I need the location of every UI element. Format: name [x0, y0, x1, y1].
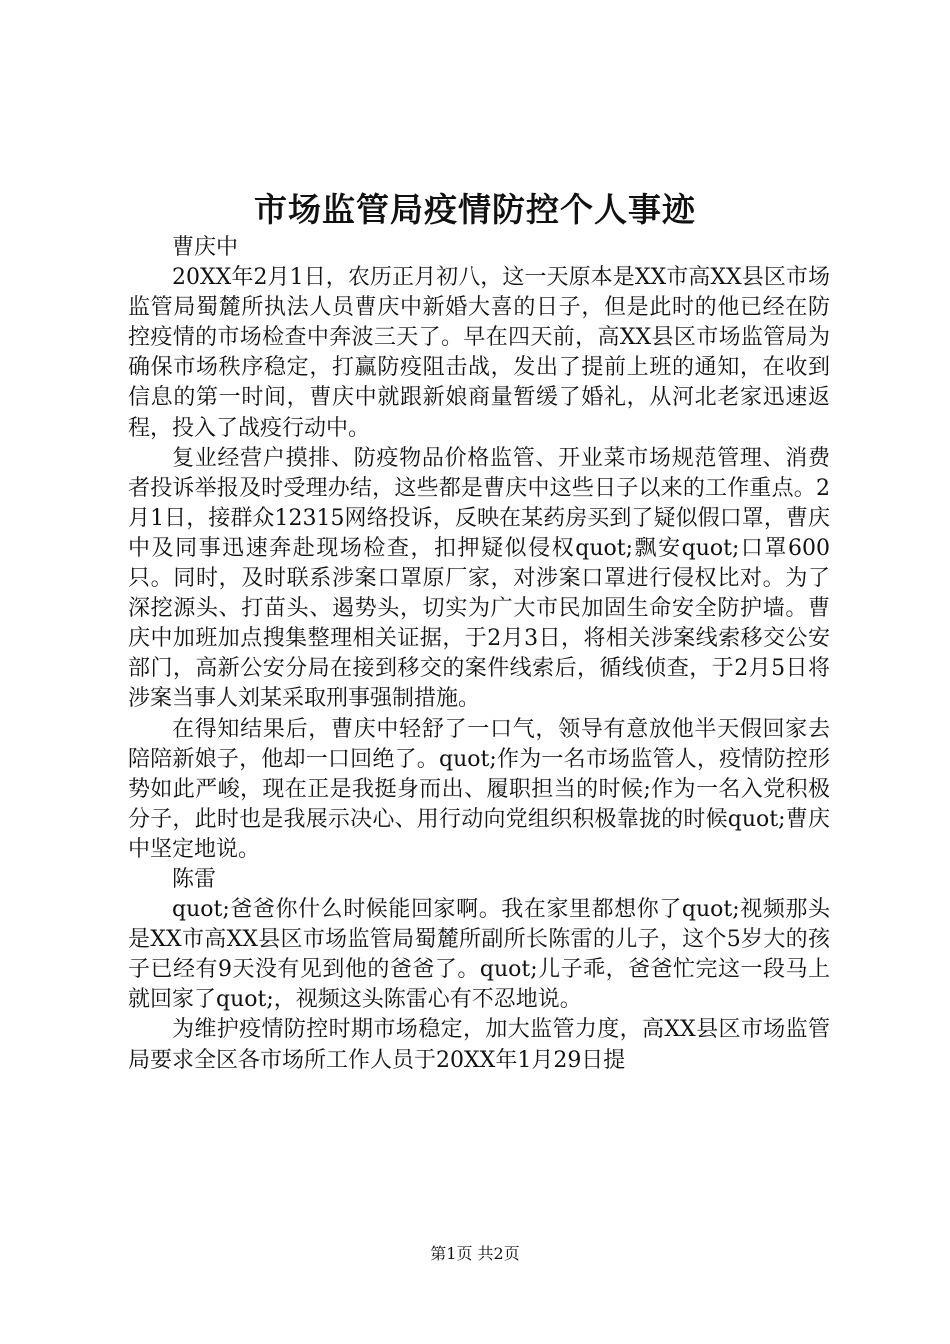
section-author-cao: 曹庆中 — [172, 235, 239, 260]
document-title: 市场监管局疫情防控个人事迹 — [254, 190, 696, 229]
document-body — [128, 233, 830, 1076]
paragraph: 复业经营户摸排、防疫物品价格监管、开业菜市场规范管理、消费者投诉举报及时受理办结，这些都是曹庆中这些日子以来的工作重点。2月1日，接群众12315网络投诉，反映在某药房买到了疑似假口罩，曹庆中及同事迅速奔赴现场检查，扣押疑似侵权quot;飘安quot;口罩600只。同时，及时联系涉案口罩原厂家，对涉案口罩进行侵权比对。为了深挖源头、打苗头、遏势头，切实为广大市民加固生命安全防护墙。曹庆中加班加点搜集整理相关证据，于2月3日，将相关涉案线索移交公安部门，高新公安分局在接到移交的案件线索后，循线侦查，于2月5日将涉案当事人刘某采取刑事强制措施。 — [128, 445, 830, 712]
paragraph: 在得知结果后，曹庆中轻舒了一口气，领导有意放他半天假回家去陪陪新娘子，他却一口回绝了。quot;作为一名市场监管人，疫情防控形势如此严峻，现在正是我挺身而出、履职担当的时候;作为一名入党积极分子，此时也是我展示决心、用行动向党组织积极靠拢的时候quot;曹庆中坚定地说。 — [128, 716, 830, 862]
page-footer: 第1页 共2页 — [430, 1244, 520, 1263]
section-author-chen: 陈雷 — [172, 866, 217, 892]
paragraph: 20XX年2月1日，农历正月初八，这一天原本是XX市高XX县区市场监管局蜀麓所执法人员曹庆中新婚大喜的日子，但是此时的他已经在防控疫情的市场检查中奔波三天了。早在四天前，高XX县区市场监管局为确保市场秩序稳定，打赢防疫阻击战，发出了提前上班的通知，在收到信息的第一时间，曹庆中就跟新娘商量暂缓了婚礼，从河北老家迅速返程，投入了战疫行动中。 — [128, 265, 830, 441]
paragraph: quot;爸爸你什么时候能回家啊。我在家里都想你了quot;视频那头是XX市高XX县区市场监管局蜀麓所副所长陈雷的儿子，这个5岁大的孩子已经有9天没有见到他的爸爸了。quot;儿子乖，爸爸忙完这一段马上就回家了quot;，视频这头陈雷心有不忍地说。 — [128, 897, 830, 1013]
paragraph: 为维护疫情防控时期市场稳定，加大监管力度，高XX县区市场监管局要求全区各市场所工作人员于20XX年1月29日提 — [128, 1017, 830, 1073]
